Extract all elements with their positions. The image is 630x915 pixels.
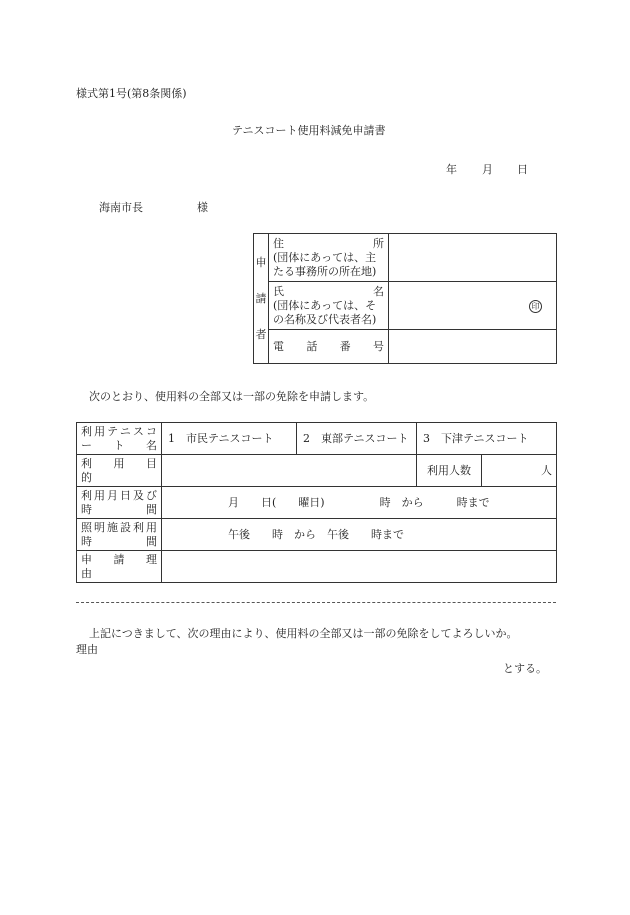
phone-label: 電 話 番 号	[273, 339, 384, 353]
purpose-label-cell	[77, 455, 168, 487]
reply-closing: とする。	[503, 662, 547, 675]
date-day: 日	[517, 163, 528, 176]
name-note: (団体にあっては、その名称及び代表者名)	[273, 298, 377, 326]
request-text: 次のとおり、使用料の全部又は一部の免除を申請します。	[89, 390, 375, 403]
applicant-table	[253, 233, 557, 364]
people-field[interactable]	[482, 455, 557, 487]
people-label: 利用人数	[417, 455, 482, 487]
court-option-2[interactable]: 2 東部テニスコート	[297, 423, 417, 455]
reason-label-cell	[77, 551, 168, 583]
reply-reason-label: 理由	[76, 643, 98, 656]
reply-text: 上記につきまして、次の理由により、使用料の全部又は一部の免除をしてよろしいか。	[89, 627, 518, 640]
addressee-suffix: 様	[197, 201, 208, 214]
datetime-label-cell	[77, 487, 162, 519]
court-label-cell	[77, 423, 162, 455]
date-month: 月	[482, 163, 493, 176]
addressee: 海南市長	[99, 201, 143, 214]
lighting-label: 照明施設利用時間	[81, 520, 157, 548]
court-option-1[interactable]: 1 市民テニスコート	[162, 423, 297, 455]
court-option-3[interactable]: 3 下津テニスコート	[417, 423, 557, 455]
name-label-cell	[269, 282, 389, 330]
reason-label: 申 請 理 由	[81, 552, 168, 580]
phone-field[interactable]	[389, 330, 557, 364]
purpose-label: 利 用 目 的	[81, 456, 168, 484]
usage-table	[76, 422, 557, 583]
purpose-field[interactable]	[162, 455, 417, 487]
name-field[interactable]	[389, 282, 557, 330]
address-label: 住 所	[273, 236, 384, 250]
address-field[interactable]	[389, 234, 557, 282]
lighting-field[interactable]: 午後 時 から 午後 時まで	[162, 519, 557, 551]
date-year: 年	[446, 163, 457, 176]
cut-line	[76, 602, 556, 603]
datetime-label: 利用月日及び時間	[81, 488, 157, 516]
court-label: 利用テニスコート名	[81, 424, 157, 452]
people-unit: 人	[541, 463, 552, 477]
reason-field[interactable]	[162, 551, 557, 583]
form-number: 様式第1号(第8条関係)	[76, 87, 187, 100]
address-label-cell	[269, 234, 389, 282]
form-title: テニスコート使用料減免申請書	[232, 124, 386, 137]
name-label: 氏 名	[273, 284, 384, 298]
seal-mark: 印	[529, 300, 542, 313]
phone-label-cell	[269, 330, 389, 364]
datetime-field[interactable]: 月 日( 曜日) 時 から 時まで	[162, 487, 557, 519]
lighting-label-cell	[77, 519, 162, 551]
applicant-header: 申 請 者	[254, 234, 269, 364]
address-note: (団体にあっては、主たる事務所の所在地)	[273, 250, 377, 278]
